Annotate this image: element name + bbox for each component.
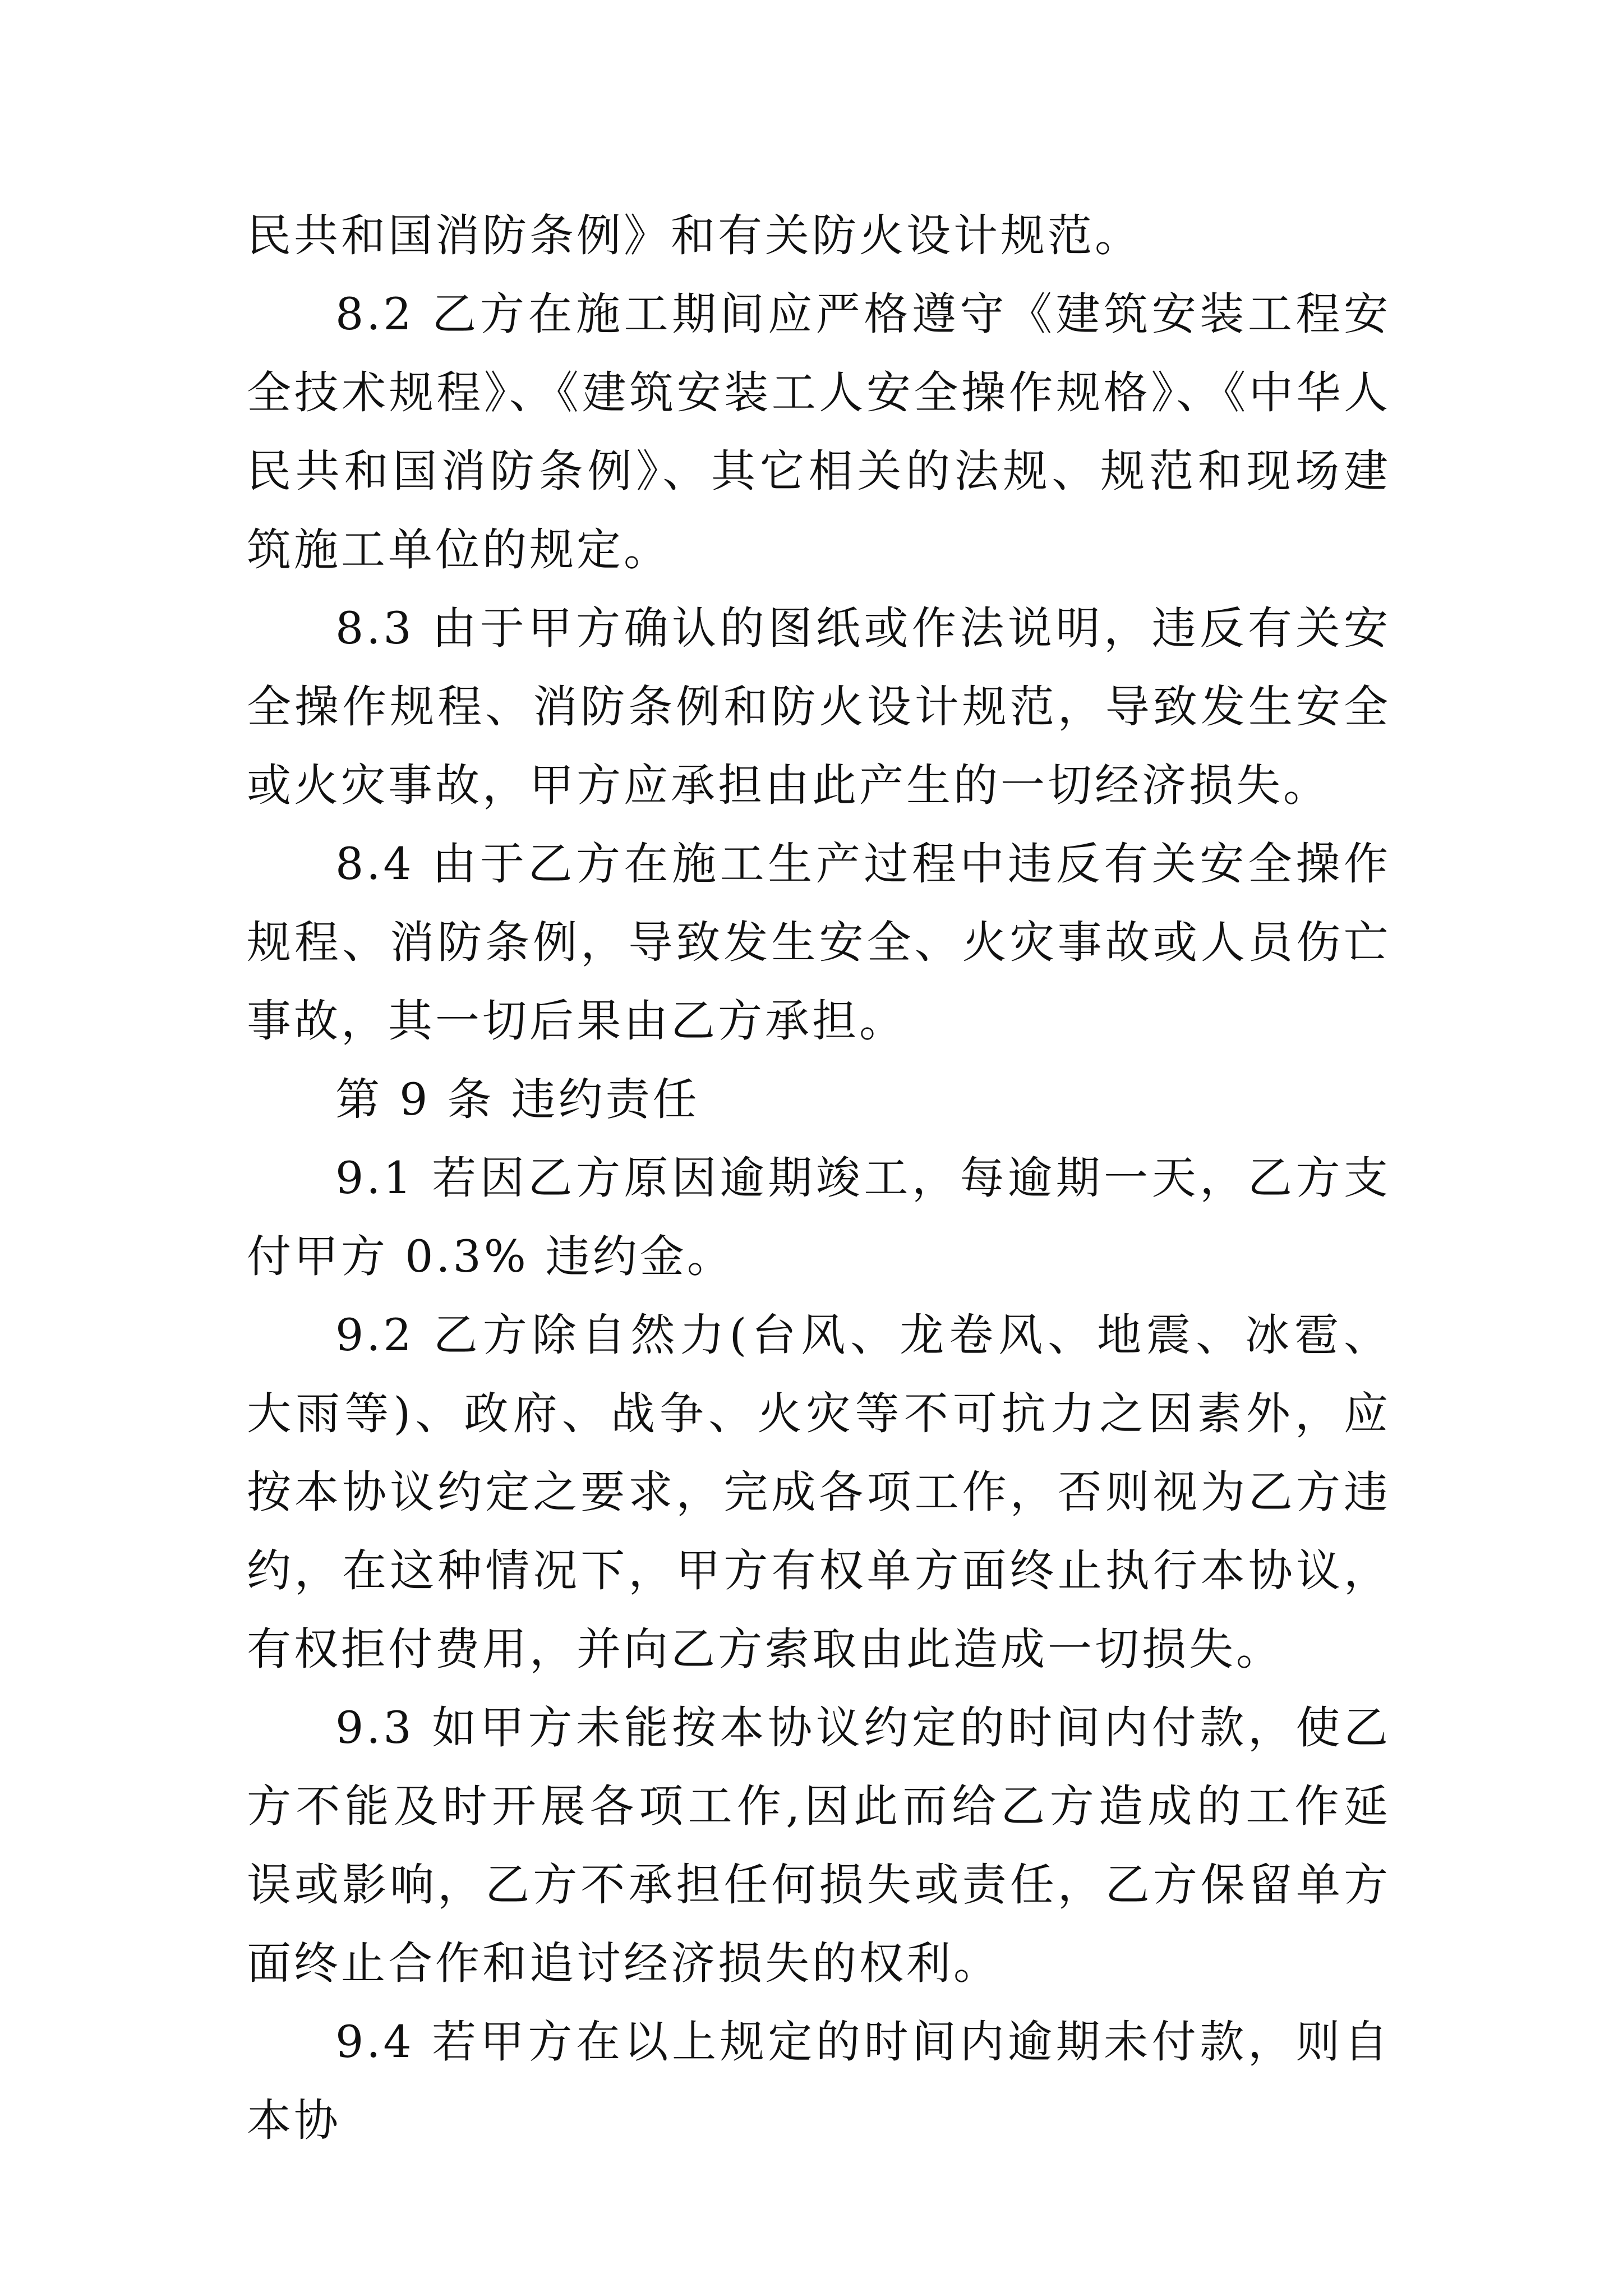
document-body	[247, 196, 1391, 2160]
paragraph-8-2: 8.2 乙方在施工期间应严格遵守《建筑安装工程安全技术规程》、《建筑安装工人安全操作规格》、《中华人民共和国消防条例》、其它相关的法规、规范和现场建筑施工单位的规定。	[247, 288, 1391, 576]
paragraph-9-4: 9.4 若甲方在以上规定的时间内逾期未付款，则自本协	[247, 2016, 1391, 2146]
paragraph-8-3: 8.3 由于甲方确认的图纸或作法说明，违反有关安全操作规程、消防条例和防火设计规范，导致发生安全或火灾事故，甲方应承担由此产生的一切经济损失。	[247, 602, 1391, 811]
paragraph-9-3: 9.3 如甲方未能按本协议约定的时间内付款，使乙方不能及时开展各项工作,因此而给乙方造成的工作延误或影响，乙方不承担任何损失或责任，乙方保留单方面终止合作和追讨经济损失的权利。	[247, 1702, 1391, 1989]
paragraph-9-2: 9.2 乙方除自然力(台风、龙卷风、地震、冰雹、大雨等)、政府、战争、火灾等不可抗力之因素外，应按本协议约定之要求，完成各项工作，否则视为乙方违约，在这种情况下，甲方有权单方面终止执行本协议，有权拒付费用，并向乙方索取由此造成一切损失。	[247, 1309, 1391, 1675]
paragraph-9-1: 9.1 若因乙方原因逾期竣工，每逾期一天，乙方支付甲方 0.3% 违约金。	[247, 1152, 1391, 1282]
paragraph-8-4: 8.4 由于乙方在施工生产过程中违反有关安全操作规程、消防条例，导致发生安全、火灾事故或人员伤亡事故，其一切后果由乙方承担。	[247, 838, 1391, 1047]
section-heading-article-9: 第 9 条 违约责任	[335, 1074, 700, 1125]
paragraph-continuation: 民共和国消防条例》和有关防火设计规范。	[247, 210, 1142, 261]
